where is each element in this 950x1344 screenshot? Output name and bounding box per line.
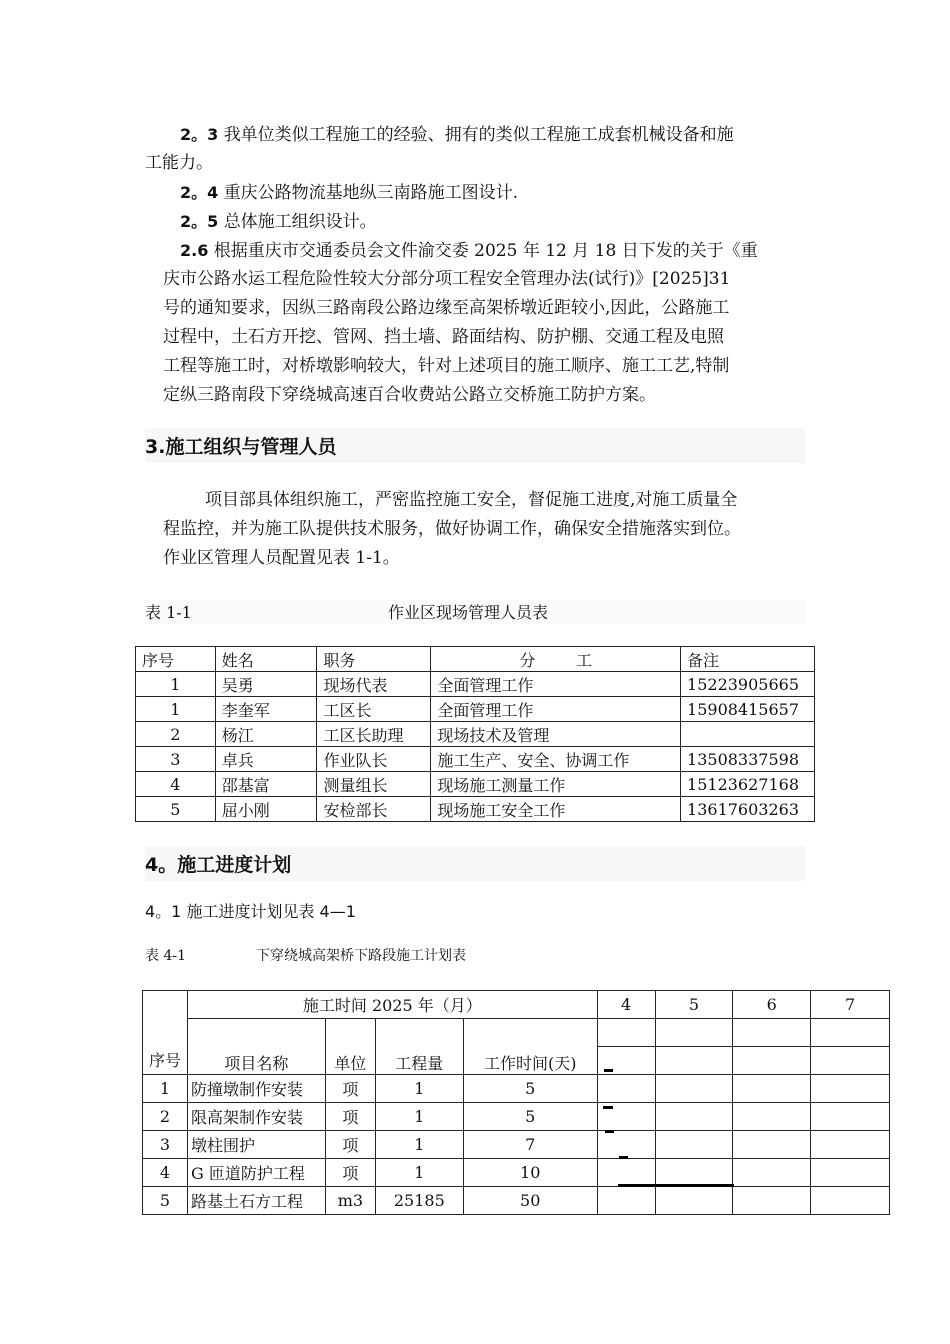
para-2-3-text: 我单位类似工程施工的经验、拥有的类似工程施工成套机械设备和施: [223, 125, 734, 145]
empty-cell: [733, 1131, 811, 1159]
table-cell: 现场代表: [317, 672, 431, 697]
table-cell: 项: [325, 1159, 375, 1187]
table-row: [143, 1103, 890, 1131]
table-cell: 李奎军: [215, 697, 317, 722]
month-cell: 7: [811, 991, 890, 1019]
table-cell: 项: [325, 1075, 375, 1103]
para-2-3-number: 2。3: [180, 125, 219, 144]
table-cell: 13617603263: [681, 797, 815, 822]
table-1-1-label: 表 1-1: [145, 603, 192, 622]
table-cell: 工区长: [317, 697, 431, 722]
table-cell: 7: [463, 1131, 597, 1159]
table-cell: 屈小刚: [215, 797, 317, 822]
month-cell: 6: [733, 991, 811, 1019]
table-cell: 13508337598: [681, 747, 815, 772]
table-cell: 全面管理工作: [431, 672, 681, 697]
para-2-5-number: 2。5: [180, 212, 219, 231]
table-1-1-caption: [145, 600, 805, 624]
table-4-1-label: 表 4-1: [145, 948, 186, 964]
table-cell: 杨江: [215, 722, 317, 747]
para-2-5-text: 总体施工组织设计。: [223, 212, 377, 232]
section-3-line2: 程监控，并为施工队提供技术服务，做好协调工作，确保安全措施落实到位。: [163, 519, 741, 539]
schedule-table: [142, 990, 890, 1215]
table-cell: 1: [375, 1103, 463, 1131]
table-row: [136, 797, 815, 822]
section-3-heading: 3.施工组织与管理人员: [145, 428, 805, 463]
table-row: [136, 747, 815, 772]
section-3-line1: 项目部具体组织施工，严密监控施工安全，督促施工进度,对施工质量全: [205, 490, 738, 510]
gantt-bar-1: [604, 1069, 613, 1072]
empty-cell: [655, 1047, 733, 1075]
table-cell: 卓兵: [215, 747, 317, 772]
header-cell: 序号: [136, 647, 216, 672]
para-2-3-line2: 工能力。: [145, 153, 213, 173]
empty-cell: [811, 1131, 890, 1159]
time-header-cell: 施工时间 2025 年（月）: [187, 991, 597, 1019]
table-cell: 测量组长: [317, 772, 431, 797]
empty-cell: [811, 1159, 890, 1187]
table-cell: 施工生产、安全、协调工作: [431, 747, 681, 772]
empty-cell: [811, 1103, 890, 1131]
table-cell: 路基土石方工程: [187, 1187, 325, 1215]
table-cell: 吴勇: [215, 672, 317, 697]
empty-cell: [655, 1103, 733, 1131]
empty-cell: [597, 1075, 655, 1103]
empty-cell: [733, 1159, 811, 1187]
table-cell: 50: [463, 1187, 597, 1215]
table-cell: 1: [375, 1131, 463, 1159]
header-cell: 工作时间(天): [463, 1019, 597, 1075]
para-2-6-text-1: 根据重庆市交通委员会文件渝交委 2025 年 12 月 18 日下发的关于《重: [213, 241, 758, 261]
table-cell: 项: [325, 1131, 375, 1159]
table-1-1-title: 作业区现场管理人员表: [388, 603, 549, 622]
table-row: [143, 1131, 890, 1159]
header-cell: 备注: [681, 647, 815, 672]
section-3-line3: 作业区管理人员配置见表 1-1。: [163, 548, 400, 568]
empty-cell: [655, 1159, 733, 1187]
table-cell: 3: [143, 1131, 188, 1159]
para-2-6-number: 2.6: [180, 241, 209, 260]
table-4-1-title: 下穿绕城高架桥下路段施工计划表: [256, 948, 466, 964]
section-4-1-subheading: 4。1 施工进度计划见表 4—1: [145, 902, 356, 921]
table-cell: 现场施工测量工作: [431, 772, 681, 797]
empty-cell: [597, 1159, 655, 1187]
table-cell: G 匝道防护工程: [187, 1159, 325, 1187]
table-cell: 3: [136, 747, 216, 772]
empty-cell: [597, 1131, 655, 1159]
table-cell: 5: [463, 1103, 597, 1131]
table-cell: 15223905665: [681, 672, 815, 697]
section-4-heading: 4。施工进度计划: [145, 846, 805, 881]
empty-cell: [655, 1187, 733, 1215]
table-cell: 1: [143, 1075, 188, 1103]
para-2-6-line3: 号的通知要求，因纵三路南段公路边缘至高架桥墩近距较小,因此，公路施工: [163, 298, 730, 318]
table-row: [143, 1075, 890, 1103]
para-2-4-number: 2。4: [180, 183, 219, 202]
schedule-spacer-row: [143, 1019, 890, 1047]
table-cell: 邵基富: [215, 772, 317, 797]
table-cell: 工区长助理: [317, 722, 431, 747]
table-cell: 5: [143, 1187, 188, 1215]
table-cell: 现场施工安全工作: [431, 797, 681, 822]
table-cell: 5: [463, 1075, 597, 1103]
table-cell: m3: [325, 1187, 375, 1215]
table-cell: 25185: [375, 1187, 463, 1215]
table-cell: 防撞墩制作安装: [187, 1075, 325, 1103]
gantt-bar-5: [618, 1184, 734, 1187]
para-2-6-line2: 庆市公路水运工程危险性较大分部分项工程安全管理办法(试行)》[2025]31: [163, 269, 731, 289]
table-cell: 10: [463, 1159, 597, 1187]
table-cell: 墩柱围护: [187, 1131, 325, 1159]
header-cell: 序号: [143, 991, 188, 1075]
table-header-row: [136, 647, 815, 672]
empty-cell: [811, 1019, 890, 1047]
table-cell: 作业队长: [317, 747, 431, 772]
para-2-4-text: 重庆公路物流基地纵三南路施工图设计.: [223, 183, 519, 203]
empty-cell: [733, 1075, 811, 1103]
header-cell: 分 工: [431, 647, 681, 672]
table-cell: 限高架制作安装: [187, 1103, 325, 1131]
table-cell: 1: [375, 1075, 463, 1103]
para-2-6-line1: [180, 236, 758, 266]
table-cell: 5: [136, 797, 216, 822]
schedule-time-header-row: [143, 991, 890, 1019]
empty-cell: [811, 1075, 890, 1103]
table-cell: 项: [325, 1103, 375, 1131]
table-cell: 4: [136, 772, 216, 797]
table-cell: 1: [136, 672, 216, 697]
empty-cell: [655, 1131, 733, 1159]
para-2-3-line1: [180, 120, 734, 150]
table-cell: 2: [136, 722, 216, 747]
header-cell: 姓名: [215, 647, 317, 672]
empty-cell: [733, 1019, 811, 1047]
empty-cell: [733, 1103, 811, 1131]
table-row: [136, 772, 815, 797]
month-cell: 5: [655, 991, 733, 1019]
empty-cell: [811, 1047, 890, 1075]
table-cell: 4: [143, 1159, 188, 1187]
empty-cell: [733, 1047, 811, 1075]
table-cell: 安检部长: [317, 797, 431, 822]
para-2-6-line5: 工程等施工时，对桥墩影响较大，针对上述项目的施工顺序、施工工艺,特制: [163, 356, 730, 376]
table-cell: 1: [136, 697, 216, 722]
table-cell: 1: [375, 1159, 463, 1187]
table-cell: 15908415657: [681, 697, 815, 722]
para-2-5: [180, 207, 377, 237]
table-cell: 全面管理工作: [431, 697, 681, 722]
gantt-bar-3: [605, 1130, 614, 1133]
empty-cell: [811, 1187, 890, 1215]
para-2-6-line6: 定纵三路南段下穿绕城高速百合收费站公路立交桥施工防护方案。: [163, 385, 656, 405]
table-cell: 15123627168: [681, 772, 815, 797]
empty-cell: [733, 1187, 811, 1215]
para-2-4: [180, 178, 518, 208]
header-cell: 职务: [317, 647, 431, 672]
para-2-6-line4: 过程中，土石方开挖、管网、挡土墙、路面结构、防护棚、交通工程及电照: [163, 327, 724, 347]
empty-cell: [597, 1187, 655, 1215]
header-cell: 单位: [325, 1019, 375, 1075]
empty-cell: [655, 1075, 733, 1103]
table-row: [136, 697, 815, 722]
empty-cell: [655, 1019, 733, 1047]
gantt-bar-4: [619, 1156, 628, 1159]
gantt-bar-2: [603, 1106, 613, 1109]
table-row: [143, 1159, 890, 1187]
table-row: [143, 1187, 890, 1215]
empty-cell: [597, 1019, 655, 1047]
table-cell: 2: [143, 1103, 188, 1131]
table-row: [136, 722, 815, 747]
table-row: [136, 672, 815, 697]
month-cell: 4: [597, 991, 655, 1019]
staff-table: [135, 646, 815, 822]
header-cell: 项目名称: [187, 1019, 325, 1075]
table-cell: 现场技术及管理: [431, 722, 681, 747]
header-cell: 工程量: [375, 1019, 463, 1075]
table-cell: [681, 722, 815, 747]
